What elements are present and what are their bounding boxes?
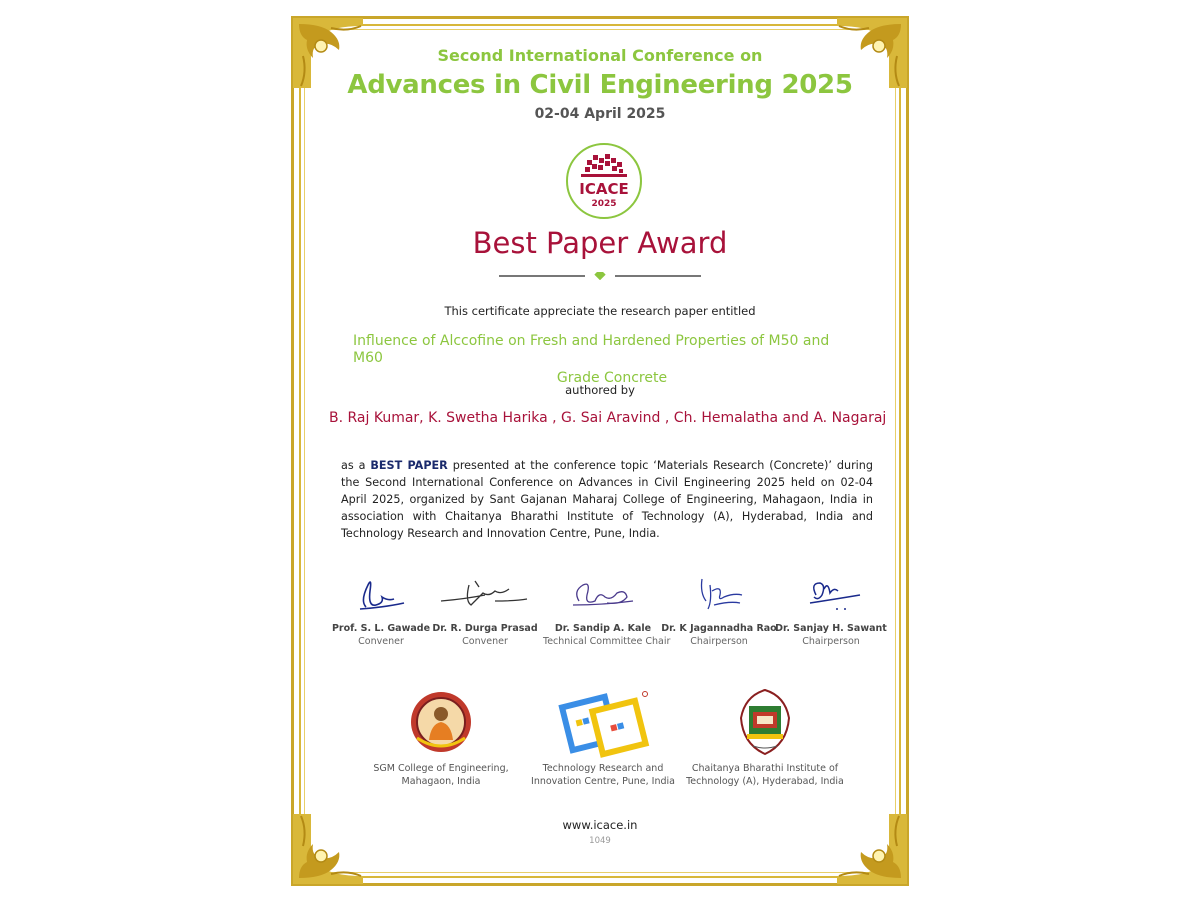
sgm-college-logo-icon (409, 688, 473, 758)
institution-name-line2: Mahagaon, India (401, 776, 481, 787)
certificate-number: 1049 (589, 836, 611, 846)
website-link[interactable]: www.icace.in (562, 818, 638, 832)
signature-block (321, 571, 441, 647)
signatures-row (321, 571, 891, 661)
signature-scribble (563, 571, 643, 613)
authors-list: B. Raj Kumar, K. Swetha Harika , G. Sai Aravind , Ch. Hemalatha and A. Nagaraj (329, 410, 887, 426)
institution-name-line2: Innovation Centre, Pune, India (531, 776, 675, 787)
signature-scribble (435, 571, 535, 613)
body-highlight: BEST PAPER (370, 459, 448, 472)
institution-name-line1: Technology Research and (542, 763, 664, 774)
institution-name-line1: Chaitanya Bharathi Institute of (691, 763, 839, 774)
signatory-name: Dr. Sandip A. Kale (554, 623, 652, 634)
signature-scribble (796, 571, 866, 613)
cbit-logo-icon (735, 688, 795, 758)
institution-block (685, 688, 845, 788)
institutions-row (351, 688, 871, 808)
conference-title: Advances in Civil Engineering 2025 (347, 70, 853, 100)
signature-scribble (346, 571, 416, 613)
signatory-name: Prof. S. L. Gawade (331, 623, 431, 634)
award-title: Best Paper Award (472, 226, 728, 260)
paper-title-continued: Grade Concrete (556, 370, 668, 386)
tric-logo-icon (553, 688, 653, 758)
certificate (291, 16, 909, 886)
signature-block (425, 571, 545, 647)
authored-by-label: authored by (565, 383, 635, 397)
signature-block (543, 571, 671, 647)
signatory-role: Chairperson (690, 636, 748, 647)
institution-block (523, 688, 683, 788)
institution-name-line2: Technology (A), Hyderabad, India (686, 776, 844, 787)
institution-name-line1: SGM College of Engineering, (373, 763, 509, 774)
signature-scribble (684, 571, 754, 613)
signature-block (659, 571, 779, 647)
institution-block (361, 688, 521, 788)
logo-year: 2025 (591, 199, 617, 209)
paper-title: Influence of Alccofine on Fresh and Hardened Properties of M50 and M60 (353, 333, 830, 366)
body-rest: presented at the conference topic ‘Materials Research (Concrete)’ during the Second International Conference on Advances in Civil Engineering 2025 held on 02-04 April 2025, organized by Sant Gajanan Maharaj College of Engineering, Mahagaon, India in association with Chaitanya Bharathi Institute of Technology (A), Hyderabad, India and Technology Research and Innovation Centre, Pune, India. (341, 459, 873, 540)
signatory-role: Technical Committee Chair (543, 636, 671, 647)
icace-logo-icon (565, 142, 643, 220)
certificate-body (341, 457, 873, 542)
signature-block (771, 571, 891, 647)
conference-dates: 02-04 April 2025 (534, 106, 666, 122)
signatory-name: Dr. K Jagannadha Rao (661, 623, 777, 634)
title-divider (499, 272, 701, 280)
signatory-role: Chairperson (802, 636, 860, 647)
signatory-name: Dr. R. Durga Prasad (432, 623, 538, 634)
logo-acronym: ICACE (579, 180, 629, 198)
conference-subtitle: Second International Conference on (437, 46, 763, 65)
signatory-role: Convener (462, 636, 508, 647)
signatory-role: Convener (358, 636, 404, 647)
appreciate-text: This certificate appreciate the research paper entitled (444, 304, 756, 318)
body-prefix: as a (341, 459, 371, 472)
signatory-name: Dr. Sanjay H. Sawant (775, 623, 887, 634)
